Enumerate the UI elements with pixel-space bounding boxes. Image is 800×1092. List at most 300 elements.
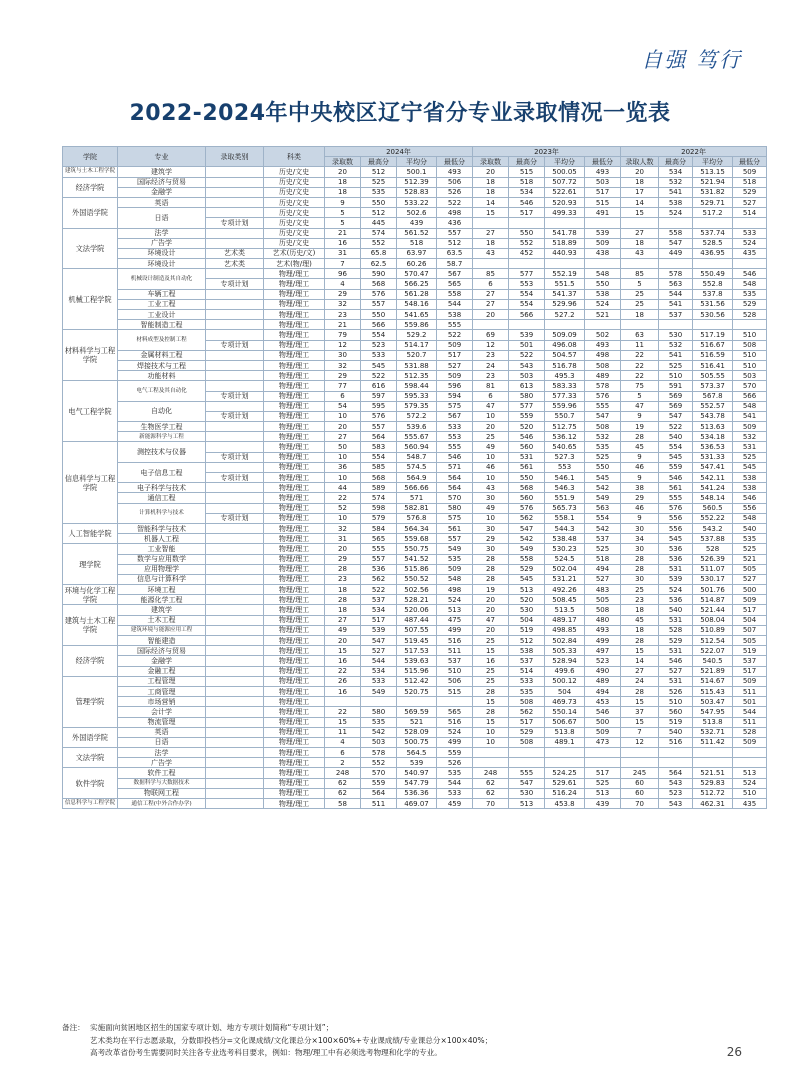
- header-subject: 科类: [264, 147, 325, 167]
- subject-cell: 物理/理工: [264, 411, 325, 421]
- count-2022-cell: 9: [621, 411, 659, 421]
- max-2024-cell: 590: [361, 269, 397, 279]
- count-2024-cell: 32: [325, 523, 361, 533]
- max-2023-cell: 577: [509, 401, 545, 411]
- count-2023-cell: 27: [473, 289, 509, 299]
- min-2023-cell: 483: [585, 585, 621, 595]
- count-2024-cell: 50: [325, 442, 361, 452]
- school-cell: 材料科学与工程学院: [63, 330, 118, 381]
- subject-cell: 物理/理工: [264, 360, 325, 370]
- avg-2024-cell: 561.52: [397, 228, 437, 238]
- max-2024-cell: 574: [361, 228, 397, 238]
- table-row: [63, 503, 767, 513]
- max-2022-cell: [659, 748, 693, 758]
- avg-2024-cell: 439: [397, 218, 437, 228]
- avg-2023-cell: 516.78: [545, 360, 585, 370]
- count-2022-cell: 22: [621, 371, 659, 381]
- count-2024-cell: 27: [325, 432, 361, 442]
- min-2023-cell: 494: [585, 686, 621, 696]
- table-row: [63, 574, 767, 584]
- table-row: [63, 595, 767, 605]
- min-2023-cell: [585, 259, 621, 269]
- major-cell: 软件工程: [118, 768, 206, 778]
- avg-2024-cell: 582.81: [397, 503, 437, 513]
- min-2023-cell: 539: [585, 228, 621, 238]
- min-2024-cell: 544: [437, 778, 473, 788]
- count-2022-cell: 19: [621, 422, 659, 432]
- avg-2024-cell: 520.06: [397, 605, 437, 615]
- count-2023-cell: 28: [473, 564, 509, 574]
- max-2022-cell: 547: [659, 238, 693, 248]
- avg-2023-cell: [545, 320, 585, 330]
- max-2024-cell: 574: [361, 493, 397, 503]
- min-2024-cell: 524: [437, 727, 473, 737]
- count-2022-cell: 27: [621, 666, 659, 676]
- major-cell: 建筑环境与能源应用工程: [118, 625, 206, 635]
- avg-2022-cell: [693, 758, 733, 768]
- count-2024-cell: 9: [325, 197, 361, 207]
- avg-2024-cell: 517.53: [397, 646, 437, 656]
- max-2022-cell: 523: [659, 788, 693, 798]
- min-2022-cell: 517: [733, 666, 767, 676]
- count-2022-cell: 43: [621, 248, 659, 258]
- max-2024-cell: [361, 697, 397, 707]
- min-2022-cell: 518: [733, 177, 767, 187]
- max-2024-cell: 579: [361, 513, 397, 523]
- count-2024-cell: 20: [325, 167, 361, 177]
- max-2023-cell: 560: [509, 442, 545, 452]
- subject-cell: 物理/理工: [264, 310, 325, 320]
- table-row: [63, 238, 767, 248]
- admission-table-container: [62, 146, 761, 809]
- header-max: 最高分: [509, 157, 545, 167]
- min-2022-cell: 546: [733, 269, 767, 279]
- avg-2022-cell: 505.55: [693, 371, 733, 381]
- school-cell: 建筑与土木工程学院: [63, 605, 118, 646]
- max-2024-cell: 557: [361, 299, 397, 309]
- subject-cell: 物理/理工: [264, 299, 325, 309]
- count-2022-cell: 25: [621, 585, 659, 595]
- min-2024-cell: 511: [437, 646, 473, 656]
- max-2023-cell: 529: [509, 564, 545, 574]
- count-2022-cell: 28: [621, 564, 659, 574]
- count-2023-cell: [473, 758, 509, 768]
- avg-2023-cell: 551.9: [545, 493, 585, 503]
- category-cell: [206, 686, 264, 696]
- avg-2023-cell: 551.5: [545, 279, 585, 289]
- subject-cell: 物理/理工: [264, 422, 325, 432]
- count-2024-cell: 32: [325, 299, 361, 309]
- avg-2023-cell: 530.23: [545, 544, 585, 554]
- min-2022-cell: 505: [733, 636, 767, 646]
- table-row: [63, 432, 767, 442]
- note-text: 实施面向贫困地区招生的国家专项计划、地方专项计划简称“专项计划”；: [90, 1023, 334, 1032]
- subject-cell: 历史/文史: [264, 177, 325, 187]
- min-2022-cell: [733, 320, 767, 330]
- avg-2023-cell: 499.6: [545, 666, 585, 676]
- count-2022-cell: 18: [621, 605, 659, 615]
- max-2022-cell: 532: [659, 177, 693, 187]
- school-cell: 信息科学与工程学院: [63, 442, 118, 524]
- table-row: [63, 717, 767, 727]
- max-2024-cell: 534: [361, 605, 397, 615]
- min-2023-cell: 527: [585, 574, 621, 584]
- min-2022-cell: 509: [733, 737, 767, 747]
- min-2023-cell: 525: [585, 544, 621, 554]
- max-2022-cell: 525: [659, 360, 693, 370]
- count-2024-cell: 5: [325, 218, 361, 228]
- header-major: 专业: [118, 147, 206, 167]
- count-2023-cell: 15: [473, 717, 509, 727]
- header-min: 最低分: [733, 157, 767, 167]
- table-row: [63, 197, 767, 207]
- max-2023-cell: 560: [509, 493, 545, 503]
- count-2023-cell: 15: [473, 208, 509, 218]
- table-row: [63, 605, 767, 615]
- count-2022-cell: 9: [621, 452, 659, 462]
- count-2024-cell: 21: [325, 228, 361, 238]
- count-2023-cell: 25: [473, 676, 509, 686]
- min-2024-cell: 533: [437, 788, 473, 798]
- max-2024-cell: 562: [361, 574, 397, 584]
- max-2022-cell: 560: [659, 707, 693, 717]
- avg-2022-cell: 516.67: [693, 340, 733, 350]
- avg-2024-cell: 548.7: [397, 452, 437, 462]
- avg-2022-cell: 510.89: [693, 625, 733, 635]
- max-2022-cell: 516: [659, 737, 693, 747]
- min-2022-cell: 548: [733, 279, 767, 289]
- avg-2024-cell: 528.09: [397, 727, 437, 737]
- count-2022-cell: 37: [621, 707, 659, 717]
- subject-cell: 物理/理工: [264, 768, 325, 778]
- count-2023-cell: 47: [473, 401, 509, 411]
- max-2024-cell: 565: [361, 534, 397, 544]
- table-row: [63, 666, 767, 676]
- count-2023-cell: 19: [473, 585, 509, 595]
- min-2022-cell: 556: [733, 503, 767, 513]
- category-cell: [206, 534, 264, 544]
- avg-2022-cell: 514.67: [693, 676, 733, 686]
- max-2022-cell: [659, 320, 693, 330]
- min-2023-cell: 453: [585, 697, 621, 707]
- max-2024-cell: 554: [361, 452, 397, 462]
- major-cell: 金属材料工程: [118, 350, 206, 360]
- category-cell: [206, 381, 264, 391]
- avg-2022-cell: 528: [693, 544, 733, 554]
- max-2022-cell: 554: [659, 442, 693, 452]
- max-2022-cell: 536: [659, 595, 693, 605]
- subject-cell: 物理/理工: [264, 615, 325, 625]
- max-2024-cell: 525: [361, 177, 397, 187]
- table-row: [63, 187, 767, 197]
- min-2024-cell: 564: [437, 473, 473, 483]
- count-2023-cell: 18: [473, 238, 509, 248]
- avg-2024-cell: 571: [397, 493, 437, 503]
- max-2024-cell: 557: [361, 422, 397, 432]
- max-2022-cell: 531: [659, 676, 693, 686]
- avg-2024-cell: 539.63: [397, 656, 437, 666]
- avg-2022-cell: 531.82: [693, 187, 733, 197]
- min-2022-cell: 509: [733, 167, 767, 177]
- min-2022-cell: 435: [733, 248, 767, 258]
- major-cell: 功能材料: [118, 371, 206, 381]
- category-cell: [206, 737, 264, 747]
- min-2023-cell: 491: [585, 208, 621, 218]
- count-2024-cell: 23: [325, 310, 361, 320]
- subject-cell: 物理/理工: [264, 656, 325, 666]
- max-2022-cell: 545: [659, 534, 693, 544]
- count-2024-cell: 30: [325, 350, 361, 360]
- min-2023-cell: 473: [585, 737, 621, 747]
- max-2022-cell: 527: [659, 666, 693, 676]
- max-2023-cell: 529: [509, 727, 545, 737]
- avg-2022-cell: 532.71: [693, 727, 733, 737]
- min-2023-cell: 515: [585, 197, 621, 207]
- max-2023-cell: 513: [509, 799, 545, 809]
- min-2022-cell: 537: [733, 656, 767, 666]
- subject-cell: 物理/理工: [264, 442, 325, 452]
- min-2024-cell: 527: [437, 360, 473, 370]
- max-2022-cell: 528: [659, 625, 693, 635]
- max-2023-cell: 547: [509, 523, 545, 533]
- subject-cell: 物理/理工: [264, 289, 325, 299]
- min-2022-cell: 505: [733, 564, 767, 574]
- max-2022-cell: 532: [659, 340, 693, 350]
- avg-2023-cell: 536.12: [545, 432, 585, 442]
- avg-2022-cell: 436.95: [693, 248, 733, 258]
- avg-2023-cell: 506.67: [545, 717, 585, 727]
- max-2024-cell: 550: [361, 310, 397, 320]
- avg-2023-cell: 524.5: [545, 554, 585, 564]
- min-2022-cell: 535: [733, 534, 767, 544]
- category-cell: [206, 208, 264, 218]
- min-2024-cell: 522: [437, 197, 473, 207]
- category-cell: [206, 228, 264, 238]
- subject-cell: 物理/理工: [264, 585, 325, 595]
- major-cell: 建筑学: [118, 167, 206, 177]
- header-min: 最低分: [437, 157, 473, 167]
- min-2024-cell: 580: [437, 503, 473, 513]
- min-2022-cell: 509: [733, 595, 767, 605]
- max-2023-cell: 555: [509, 768, 545, 778]
- category-cell: [206, 574, 264, 584]
- major-cell: 数据科学与大数据技术: [118, 778, 206, 788]
- max-2022-cell: 569: [659, 401, 693, 411]
- avg-2022-cell: 516.41: [693, 360, 733, 370]
- min-2022-cell: 535: [733, 289, 767, 299]
- school-cell: 环境与化学工程学院: [63, 585, 118, 605]
- avg-2024-cell: 518: [397, 238, 437, 248]
- max-2022-cell: 546: [659, 473, 693, 483]
- major-cell: 环境工程: [118, 585, 206, 595]
- count-2024-cell: 11: [325, 727, 361, 737]
- min-2022-cell: 532: [733, 432, 767, 442]
- min-2023-cell: 532: [585, 432, 621, 442]
- header-avg: 平均分: [397, 157, 437, 167]
- count-2022-cell: 9: [621, 513, 659, 523]
- subject-cell: 物理/理工: [264, 554, 325, 564]
- subject-cell: 物理/理工: [264, 473, 325, 483]
- avg-2023-cell: [545, 748, 585, 758]
- max-2023-cell: 568: [509, 483, 545, 493]
- category-cell: 专项计划: [206, 452, 264, 462]
- avg-2024-cell: 572.2: [397, 411, 437, 421]
- min-2022-cell: 517: [733, 605, 767, 615]
- category-cell: [206, 656, 264, 666]
- count-2023-cell: 10: [473, 513, 509, 523]
- max-2022-cell: 526: [659, 686, 693, 696]
- avg-2022-cell: 513.15: [693, 167, 733, 177]
- min-2022-cell: 546: [733, 493, 767, 503]
- avg-2022-cell: 514.87: [693, 595, 733, 605]
- count-2022-cell: 29: [621, 493, 659, 503]
- count-2024-cell: 58: [325, 799, 361, 809]
- count-2022-cell: 46: [621, 462, 659, 472]
- min-2024-cell: 510: [437, 666, 473, 676]
- max-2023-cell: 554: [509, 299, 545, 309]
- count-2024-cell: 18: [325, 177, 361, 187]
- page-title: 2022-2024年中央校区辽宁省分专业录取情况一览表: [129, 101, 671, 126]
- count-2022-cell: [621, 218, 659, 228]
- major-cell: 环境设计: [118, 248, 206, 258]
- max-2024-cell: 536: [361, 564, 397, 574]
- avg-2024-cell: 564.9: [397, 473, 437, 483]
- category-cell: 专项计划: [206, 473, 264, 483]
- min-2023-cell: 521: [585, 310, 621, 320]
- max-2022-cell: 558: [659, 228, 693, 238]
- min-2022-cell: 509: [733, 422, 767, 432]
- avg-2024-cell: 60.26: [397, 259, 437, 269]
- table-row: [63, 422, 767, 432]
- subject-cell: 物理/理工: [264, 778, 325, 788]
- table-row: [63, 656, 767, 666]
- min-2023-cell: 489: [585, 371, 621, 381]
- min-2024-cell: 506: [437, 177, 473, 187]
- min-2024-cell: 555: [437, 320, 473, 330]
- max-2024-cell: 559: [361, 778, 397, 788]
- max-2023-cell: 517: [509, 208, 545, 218]
- avg-2022-cell: 513.63: [693, 422, 733, 432]
- category-cell: [206, 360, 264, 370]
- table-row: [63, 523, 767, 533]
- max-2023-cell: 562: [509, 513, 545, 523]
- min-2022-cell: 566: [733, 391, 767, 401]
- count-2024-cell: 31: [325, 534, 361, 544]
- header-min: 最低分: [585, 157, 621, 167]
- min-2023-cell: 480: [585, 615, 621, 625]
- count-2023-cell: 81: [473, 381, 509, 391]
- min-2023-cell: 538: [585, 289, 621, 299]
- min-2024-cell: 537: [437, 656, 473, 666]
- avg-2024-cell: 579.35: [397, 401, 437, 411]
- min-2022-cell: [733, 259, 767, 269]
- avg-2024-cell: 507.55: [397, 625, 437, 635]
- max-2022-cell: 540: [659, 432, 693, 442]
- major-cell: 电气工程及其自动化: [118, 381, 206, 401]
- avg-2023-cell: 565.73: [545, 503, 585, 513]
- avg-2023-cell: 527.2: [545, 310, 585, 320]
- min-2024-cell: 526: [437, 187, 473, 197]
- count-2022-cell: 63: [621, 330, 659, 340]
- max-2022-cell: 529: [659, 636, 693, 646]
- min-2024-cell: 565: [437, 279, 473, 289]
- school-cell: 外国语学院: [63, 727, 118, 747]
- avg-2022-cell: 529.83: [693, 778, 733, 788]
- table-row: [63, 350, 767, 360]
- major-cell: 自动化: [118, 401, 206, 421]
- avg-2023-cell: 546.3: [545, 483, 585, 493]
- avg-2023-cell: 544.3: [545, 523, 585, 533]
- category-cell: [206, 564, 264, 574]
- category-cell: [206, 197, 264, 207]
- category-cell: [206, 462, 264, 472]
- count-2022-cell: 28: [621, 432, 659, 442]
- table-row: [63, 585, 767, 595]
- category-cell: [206, 269, 264, 279]
- subject-cell: 物理/理工: [264, 595, 325, 605]
- max-2023-cell: 508: [509, 737, 545, 747]
- category-cell: 专项计划: [206, 391, 264, 401]
- min-2023-cell: 497: [585, 646, 621, 656]
- min-2023-cell: 550: [585, 279, 621, 289]
- subject-cell: 物理/理工: [264, 513, 325, 523]
- count-2023-cell: 43: [473, 248, 509, 258]
- count-2023-cell: 30: [473, 544, 509, 554]
- min-2024-cell: 594: [437, 391, 473, 401]
- max-2022-cell: 576: [659, 503, 693, 513]
- category-cell: [206, 697, 264, 707]
- subject-cell: 物理/理工: [264, 452, 325, 462]
- min-2024-cell: 459: [437, 799, 473, 809]
- major-cell: 物联网工程: [118, 788, 206, 798]
- category-cell: [206, 595, 264, 605]
- count-2023-cell: [473, 259, 509, 269]
- max-2024-cell: 527: [361, 646, 397, 656]
- header-year-2022: 2022年: [621, 147, 767, 157]
- count-2024-cell: 10: [325, 513, 361, 523]
- min-2024-cell: [437, 697, 473, 707]
- count-2022-cell: 15: [621, 646, 659, 656]
- avg-2023-cell: 520.93: [545, 197, 585, 207]
- major-cell: 环境设计: [118, 259, 206, 269]
- school-cell: 信息科学与工程学院: [63, 799, 118, 809]
- min-2022-cell: 514: [733, 208, 767, 218]
- category-cell: [206, 727, 264, 737]
- table-row: [63, 697, 767, 707]
- count-2023-cell: 85: [473, 269, 509, 279]
- avg-2022-cell: 547.95: [693, 707, 733, 717]
- major-cell: 国际经济与贸易: [118, 177, 206, 187]
- subject-cell: 艺术(物/理): [264, 259, 325, 269]
- max-2023-cell: 613: [509, 381, 545, 391]
- min-2024-cell: 506: [437, 676, 473, 686]
- min-2023-cell: 494: [585, 564, 621, 574]
- avg-2022-cell: 511.07: [693, 564, 733, 574]
- max-2022-cell: 531: [659, 615, 693, 625]
- table-row: [63, 259, 767, 269]
- count-2024-cell: 36: [325, 462, 361, 472]
- subject-cell: 物理/理工: [264, 605, 325, 615]
- max-2022-cell: 545: [659, 452, 693, 462]
- school-cell: 人工智能学院: [63, 523, 118, 543]
- count-2023-cell: 43: [473, 483, 509, 493]
- count-2023-cell: 49: [473, 442, 509, 452]
- max-2023-cell: 501: [509, 340, 545, 350]
- min-2023-cell: 438: [585, 248, 621, 258]
- min-2023-cell: 547: [585, 411, 621, 421]
- max-2024-cell: 544: [361, 656, 397, 666]
- min-2022-cell: 525: [733, 544, 767, 554]
